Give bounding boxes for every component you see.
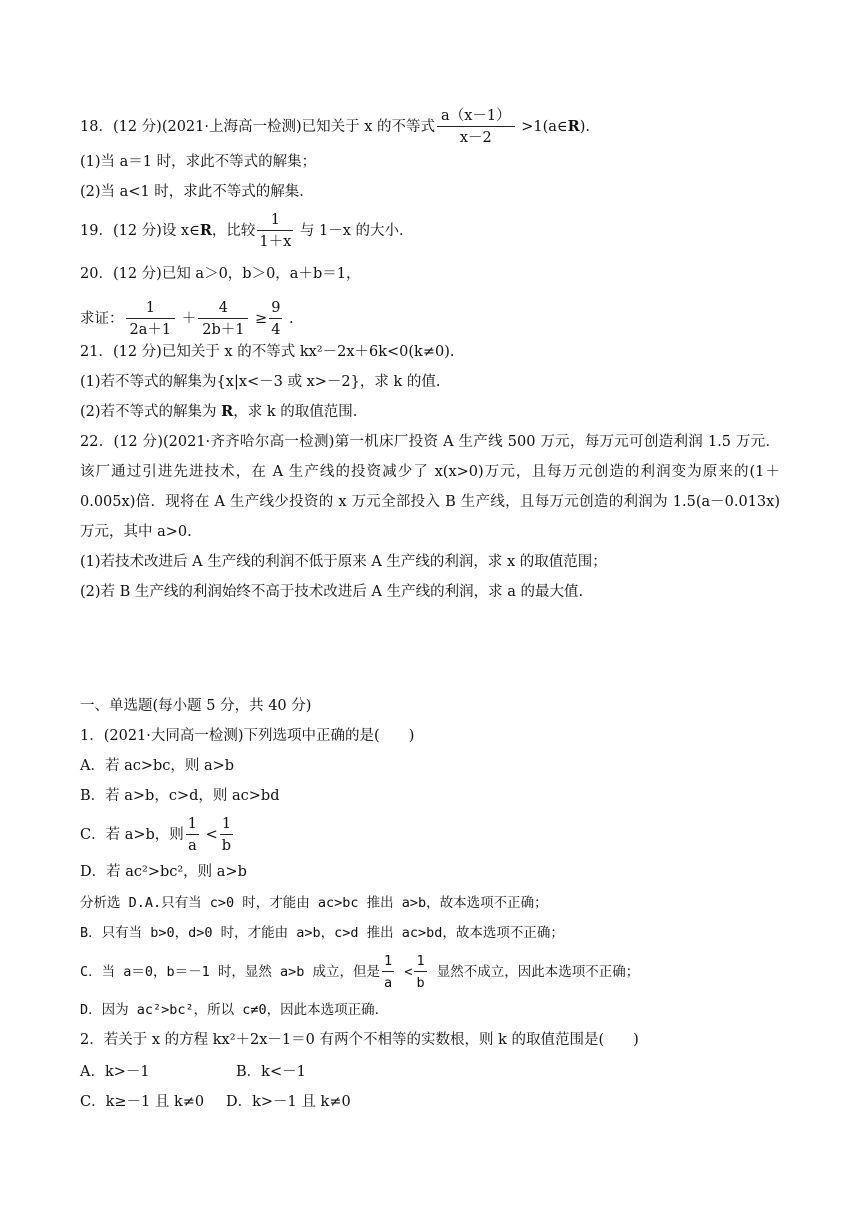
s1-option-c (80, 816, 780, 854)
s1-analysis-3 (80, 953, 780, 991)
s2-stem: 2．若关于 x 的方程 kx²＋2x－1＝0 有两个不相等的实数根，则 k 的取值范围是( ) (80, 1032, 639, 1048)
q20-f3-den: 4 (269, 318, 282, 338)
q19-real-set: R (199, 222, 212, 239)
s1-option-a: A．若 ac>bc，则 a>b (80, 758, 235, 774)
less-than: < (201, 827, 218, 843)
q22-part1: (1)若技术改进后 A 生产线的利润不低于原来 A 生产线的利润，求 x 的取值范围； (80, 554, 607, 570)
q19-stem (80, 212, 780, 250)
q21-real-set: R (221, 403, 234, 420)
frac-den: a (186, 834, 199, 854)
q18-tail-b: ). (579, 119, 590, 135)
s2-option-c: C．k≥－1 且 k≠0 (80, 1094, 205, 1110)
q21-stem: 21．(12 分)已知关于 x 的不等式 kx²－2x＋6k<0(k≠0). (80, 344, 455, 360)
q20-fraction-3 (269, 300, 282, 338)
frac-num: 1 (221, 816, 232, 832)
q20-fraction-2 (198, 300, 248, 338)
q18-frac-num: a（x－1） (441, 108, 511, 124)
s1-analysis-2: B．只有当 b>0，d>0 时，才能由 a>b，c>d 推出 ac>bd，故本选项不正确； (80, 925, 564, 941)
q20-plus: ＋ (177, 311, 197, 327)
q18-frac-den: x－2 (437, 126, 515, 146)
q19-frac-den: 1＋x (257, 230, 293, 250)
frac-num: 1 (416, 953, 425, 969)
q20-prove (80, 300, 780, 338)
s1-option-c-text: C．若 a>b，则 (80, 827, 184, 843)
s1-option-c-frac-1 (186, 816, 199, 854)
q21-part2 (80, 402, 780, 422)
q20-f1-den: 2a＋1 (126, 318, 176, 338)
q18-part2: (2)当 a<1 时，求此不等式的解集． (80, 184, 314, 200)
s1-analysis-3-b: 显然不成立，因此本选项不正确； (428, 964, 640, 980)
q20-f3-num: 9 (271, 300, 281, 316)
s2-option-a: A．k>－1 (80, 1064, 150, 1080)
s1-analysis-4: D．因为 ac²>bc²，所以 c≠0，因此本选项正确． (80, 1002, 389, 1018)
q21-part2-b: ，求 k 的取值范围. (233, 404, 358, 420)
q20-line1: 20．(12 分)已知 a＞0，b＞0，a＋b＝1， (80, 266, 361, 282)
q20-geq: ≥ (250, 311, 268, 327)
less-than: < (396, 964, 413, 980)
q19-head-b: ，比较 (211, 223, 256, 239)
q19-tail: 与 1－x 的大小． (295, 223, 414, 239)
q20-f1-num: 1 (145, 300, 155, 316)
q20-prove-label: 求证： (80, 311, 124, 327)
s1-stem: 1．(2021·大同高一检测)下列选项中正确的是( ) (80, 728, 415, 744)
s1-analysis-frac-1 (382, 953, 394, 991)
q18-fraction (437, 108, 515, 146)
frac-num: 1 (384, 953, 393, 969)
q20-f2-num: 4 (218, 300, 228, 316)
q19-head-a: 19．(12 分)设 x∈ (80, 223, 200, 239)
frac-den: a (382, 971, 394, 991)
q18-tail-a: >1(a∈ (516, 119, 568, 135)
q18-part1: (1)当 a＝1 时，求此不等式的解集； (80, 154, 317, 170)
q19-frac-num: 1 (270, 212, 280, 228)
s2-option-row-2 (80, 1092, 780, 1112)
frac-num: 1 (187, 816, 198, 832)
q19-fraction (257, 212, 293, 250)
s1-option-c-frac-2 (220, 816, 233, 854)
frac-den: b (414, 971, 426, 991)
s1-analysis-1: 分析选 D.A.只有当 c>0 时，才能由 ac>bc 推出 a>b，故本选项不正确； (80, 895, 548, 911)
q20-fraction-1 (126, 300, 176, 338)
s2-option-row-1 (80, 1062, 780, 1082)
q18-stem (80, 108, 780, 146)
q20-end: . (284, 311, 294, 327)
s1-analysis-frac-2 (414, 953, 426, 991)
q22-stem: 22．(12 分)(2021·齐齐哈尔高一检测)第一机床厂投资 A 生产线 500 万元，每万元可创造利润 1.5 万元．该厂通过引进先进技术，在 A 生产线的投资减少了 x(x>0)万元，且每万元创造的利润变为原来的(1＋0.005x)倍．现将在 A 生产线少投资的 x 万元全部投入 B 生产线，且每万元创造的利润为 1.5(a－0.013x)万元，其中 a>0. (80, 434, 780, 540)
q22-part2: (2)若 B 生产线的利润始终不高于技术改进后 A 生产线的利润，求 a 的最大值. (80, 584, 584, 600)
s1-option-d: D．若 ac²>bc²，则 a>b (80, 864, 247, 880)
q21-part2-a: (2)若不等式的解集为 (80, 404, 222, 420)
q20-f2-den: 2b＋1 (198, 318, 248, 338)
s2-option-b: B．k<－1 (236, 1064, 306, 1080)
frac-den: b (220, 834, 233, 854)
q18-head: 18．(12 分)(2021·上海高一检测)已知关于 x 的不等式 (80, 119, 436, 135)
s1-analysis-3-a: C．当 a＝0，b＝－1 时，显然 a>b 成立，但是 (80, 964, 381, 980)
q18-real-set: R (567, 118, 580, 135)
section-title: 一、单选题(每小题 5 分，共 40 分) (80, 698, 312, 714)
s1-option-b: B．若 a>b，c>d，则 ac>bd (80, 788, 280, 804)
s2-option-d: D．k>－1 且 k≠0 (226, 1094, 351, 1110)
q21-part1: (1)若不等式的解集为{x|x<－3 或 x>－2}，求 k 的值. (80, 374, 441, 390)
